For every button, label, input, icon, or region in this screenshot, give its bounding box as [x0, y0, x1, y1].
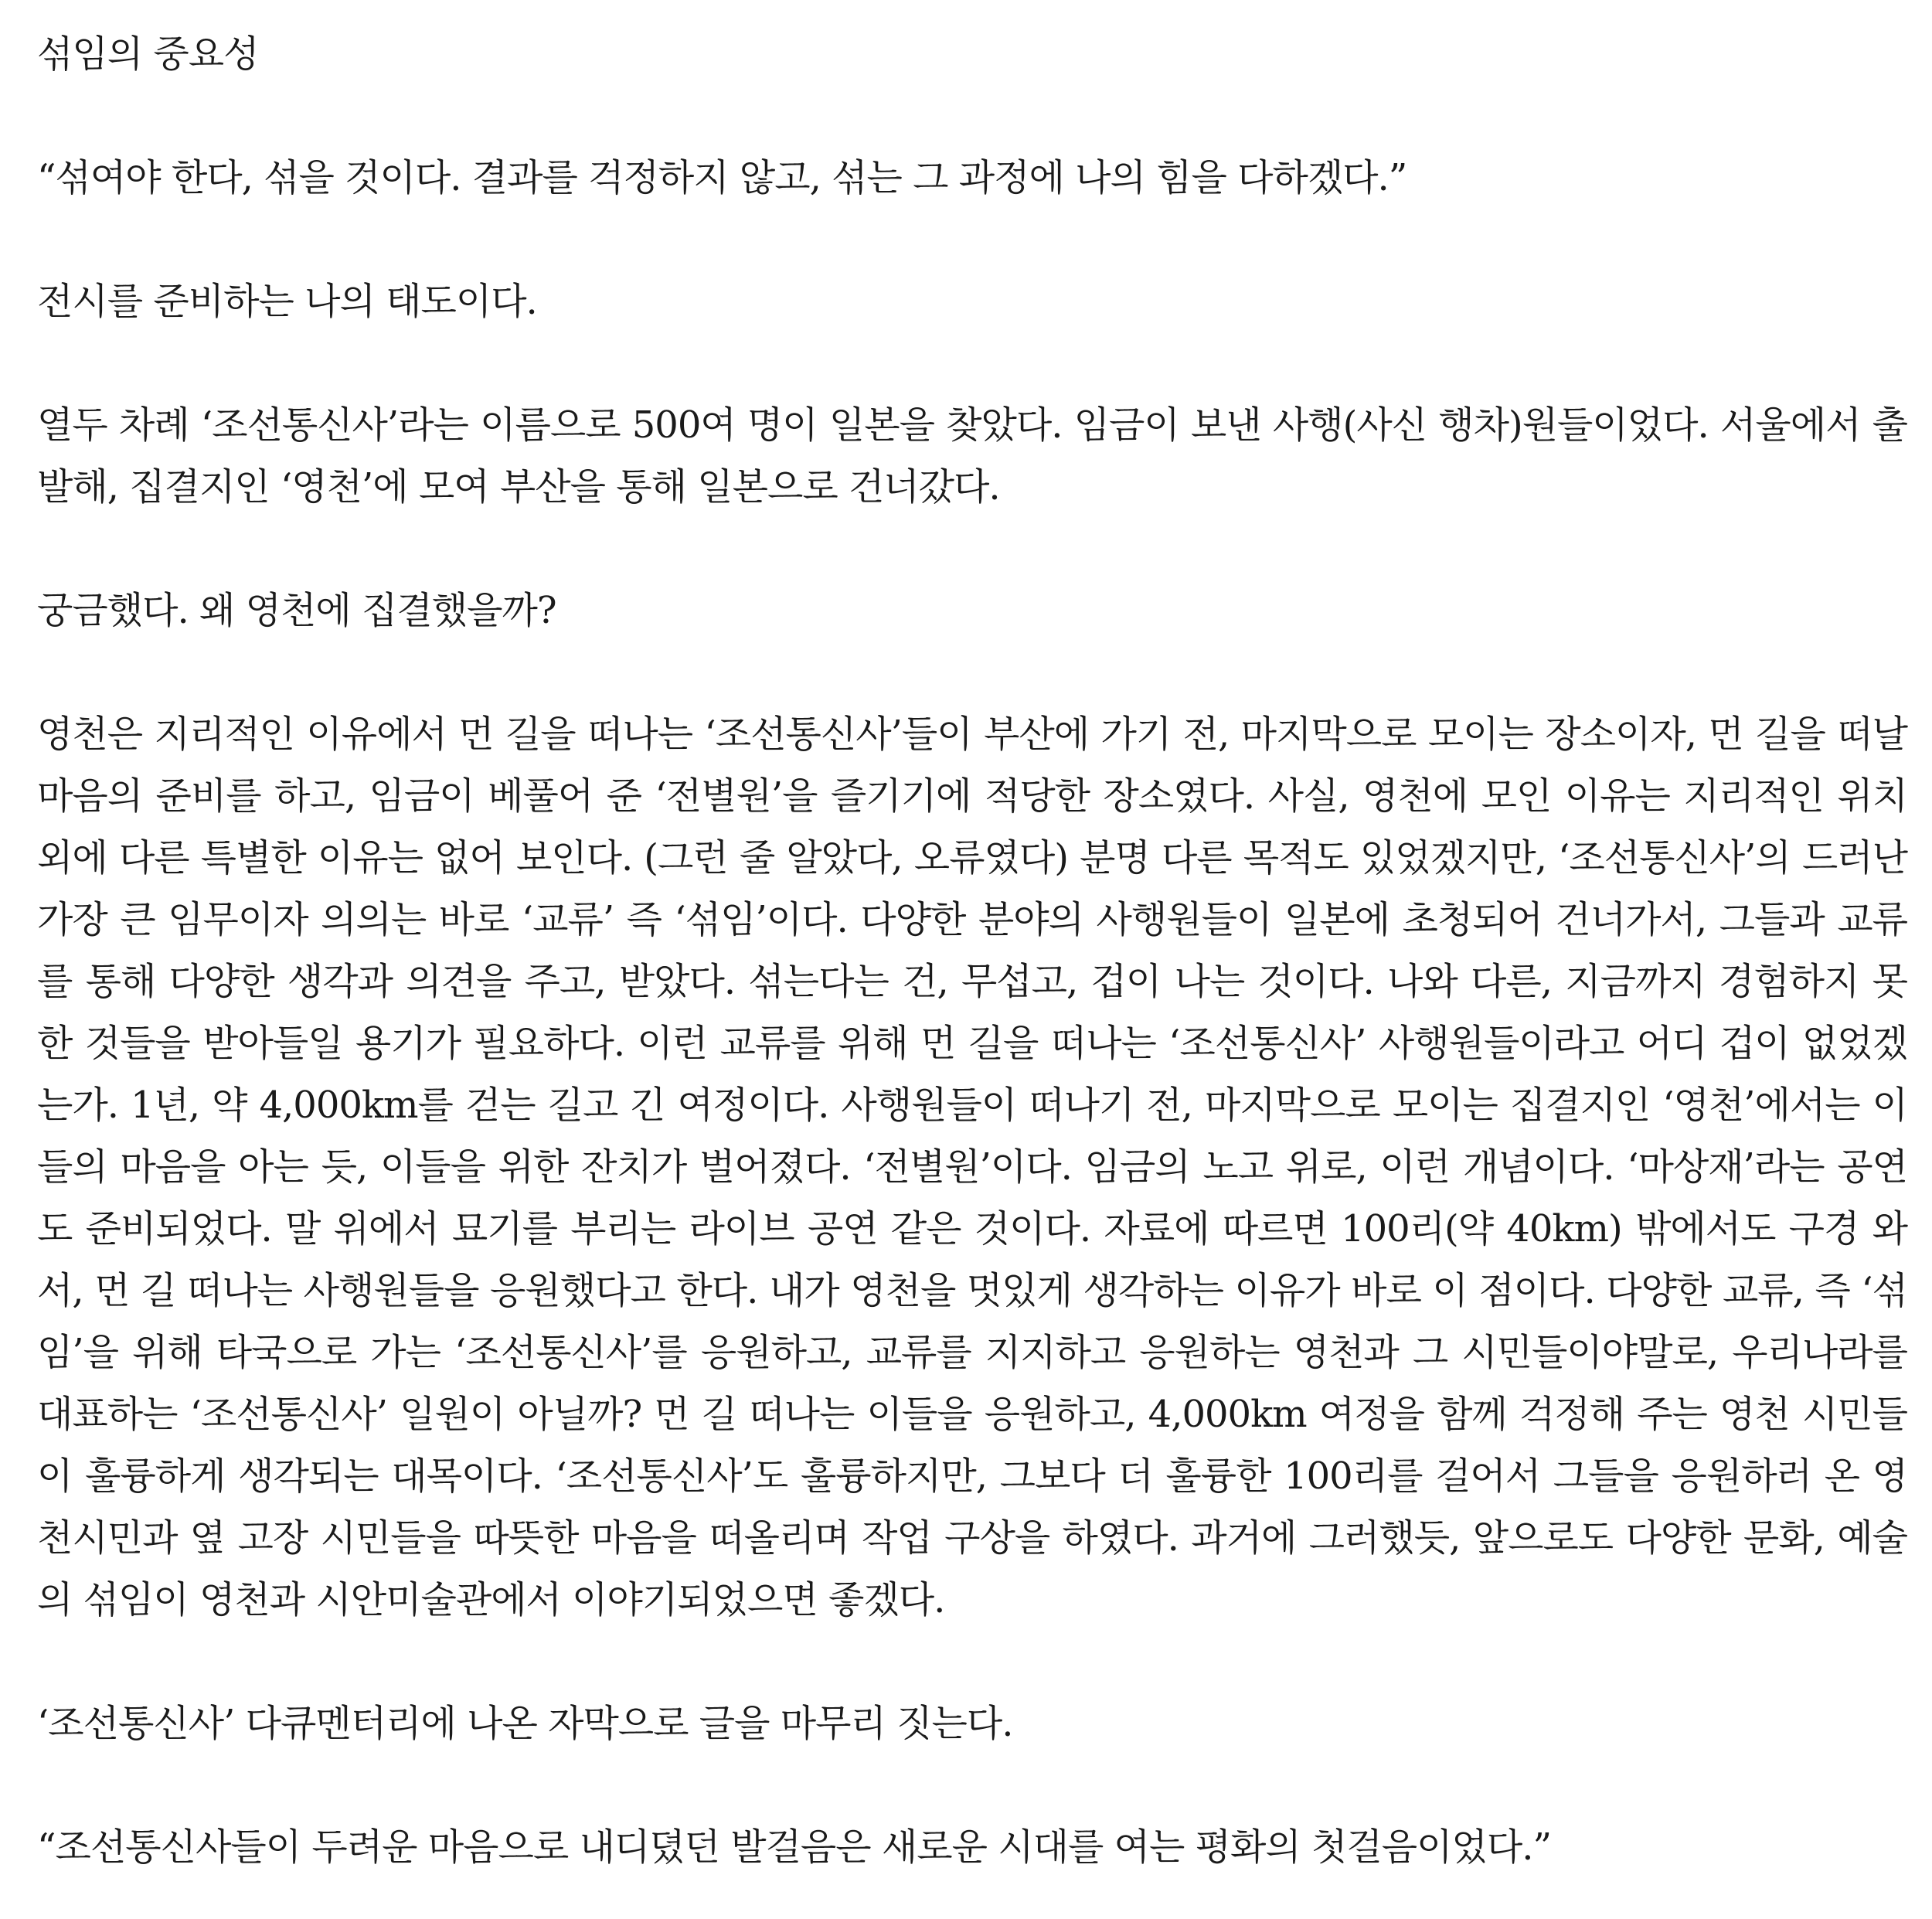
paragraph-closing-intro: ‘조선통신사’ 다큐멘터리에 나온 자막으로 글을 마무리 짓는다.	[37, 1702, 1013, 1745]
paragraph-attitude: 전시를 준비하는 나의 태도이다.	[37, 280, 537, 323]
paragraph-question: 궁금했다. 왜 영천에 집결했을까?	[37, 589, 556, 632]
paragraph-main: 영천은 지리적인 이유에서 먼 길을 떠나는 ‘조선통신사’들이 부산에 가기 전, 마지막으로 모이는 장소이자, 먼 길을 떠날 마음의 준비를 하고, 임금이 베풀어 준 ‘전별원’을 즐기기에 적당한 장소였다. 사실, 영천에 모인 이유는 지리적인 위치 외에 다른 특별한 이유는 없어 보인다. (그런 줄 알았다, 오류였다) 분명 다른 목적도 있었겠지만, ‘조선통신사’의 드러난 가장 큰 임무이자 의의는 바로 ‘교류’ 즉 ‘섞임’이다. 다양한 분야의 사행원들이 일본에 초청되어 건너가서, 그들과 교류를 통해 다양한 생각과 의견을 주고, 받았다. 섞는다는 건, 무섭고, 겁이 나는 것이다. 나와 다른, 지금까지 경험하지 못 한 것들을 받아들일 용기가 필요하다. 이런 교류를 위해 먼 길을 떠나는 ‘조선통신사’ 사행원들이라고 어디 겁이 없었겠는가. 1년, 약 4,000km를 걷는 길고 긴 여정이다. 사행원들이 떠나기 전, 마지막으로 모이는 집결지인 ‘영천’에서는 이들의 마음을 아는 듯, 이들을 위한 잔치가 벌어졌다. ‘전별원’이다. 임금의 노고 위로, 이런 개념이다. ‘마상재’라는 공연도 준비되었다. 말 위에서 묘기를 부리는 라이브 공연 같은 것이다. 자료에 따르면 100리(약 40km) 밖에서도 구경 와서, 먼 길 떠나는 사행원들을 응원했다고 한다. 내가 영천을 멋있게 생각하는 이유가 바로 이 점이다. 다양한 교류, 즉 ‘섞임’을 위해 타국으로 가는 ‘조선통신사’를 응원하고, 교류를 지지하고 응원하는 영천과 그 시민들이야말로, 우리나라를 대표하는 ‘조선통신사’ 일원이 아닐까? 먼 길 떠나는 이들을 응원하고, 4,000km 여정을 함께 걱정해 주는 영천 시민들이 훌륭하게 생각되는 대목이다. ‘조선통신사’도 훌륭하지만, 그보다 더 훌륭한 100리를 걸어서 그들을 응원하러 온 영천시민과 옆 고장 시민들을 따뜻한 마음을 떠올리며 작업 구상을 하였다. 과거에 그러했듯, 앞으로도 다양한 문화, 예술의 섞임이 영천과 시안미술관에서 이야기되었으면 좋겠다.	[37, 713, 1907, 1621]
closing-quote: “조선통신사들이 두려운 마음으로 내디뎠던 발걸음은 새로운 시대를 여는 평화의 첫걸음이었다.”	[37, 1825, 1552, 1869]
opening-quote: “섞여야 한다, 섞을 것이다. 결과를 걱정하지 않고, 섞는 그 과정에 나의 힘을 다하겠다.”	[37, 156, 1407, 199]
document-title: 섞임의 중요성	[37, 32, 259, 76]
paragraph-history: 열두 차례 ‘조선통신사’라는 이름으로 500여 명이 일본을 찾았다. 임금이 보낸 사행(사신 행차)원들이었다. 서울에서 출발해, 집결지인 ‘영천’에 모여 부산을 통해 일본으로 건너갔다.	[37, 403, 1907, 509]
document-body	[37, 23, 1907, 1878]
